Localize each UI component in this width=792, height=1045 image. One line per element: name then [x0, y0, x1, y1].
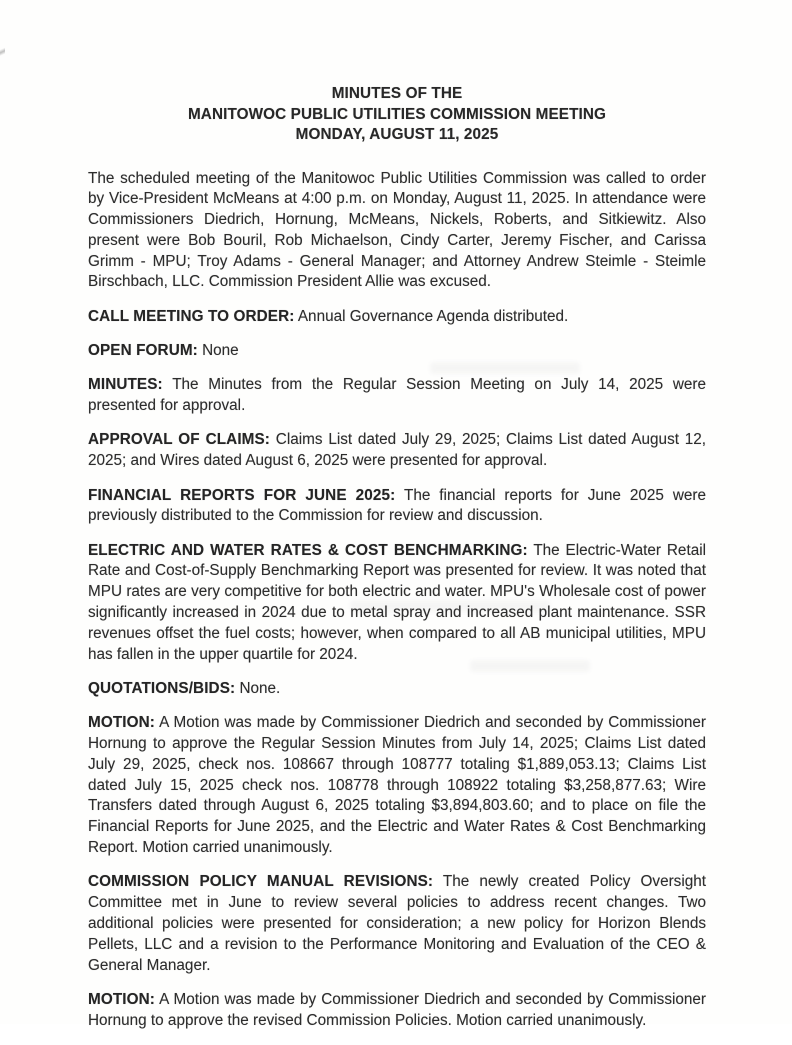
- section-text: None: [202, 342, 239, 360]
- intro-text: The scheduled meeting of the Manitowoc Public Utilities Commission was called to order by Vice-President McMeans at 4:00 p.m. on Monday, August 11, 2025. In attendance were Commissioners Diedrich, Hornung, McMeans, Nickels, Roberts, and Sitkiewitz. Also present were Bob Bouril, Rob Michaelson, Cindy Carter, Jeremy Fischer, and Carissa Grimm - MPU; Troy Adams - General Manager; and Attorney Andrew Steimle - Steimle Birschbach, LLC. Commission President Allie was excused.: [88, 169, 706, 291]
- paragraph-intro: [88, 169, 706, 294]
- section-minutes: [88, 375, 706, 417]
- section-label: MINUTES:: [88, 376, 163, 394]
- section-text: A Motion was made by Commissioner Diedrich and seconded by Commissioner Hornung to approve the Regular Session Minutes from July 14, 2025; Claims List dated July 29, 2025, check nos. 108667 through 108777 totaling $1,889,053.13; Claims List dated July 15, 2025 check nos. 108778 through 108922 totaling $3,258,877.63; Wire Transfers dated through August 6, 2025 totaling $3,894,803.60; and to place on file the Financial Reports for June 2025, and the Electric and Water Rates & Cost Benchmarking Report. Motion carried unanimously.: [88, 714, 706, 857]
- section-text: The Minutes from the Regular Session Meeting on July 14, 2025 were presented for approval.: [88, 376, 706, 415]
- section-motion-claims: [88, 713, 706, 859]
- title-line-3: MONDAY, AUGUST 11, 2025: [295, 126, 499, 143]
- section-label: MOTION:: [88, 990, 155, 1008]
- section-approval-of-claims: [88, 430, 706, 472]
- section-text: A Motion was made by Commissioner Diedrich and seconded by Commissioner Hornung to approve the revised Commission Policies. Motion carried unanimously.: [88, 990, 706, 1029]
- section-text: None.: [239, 679, 281, 697]
- section-label: OPEN FORUM:: [88, 342, 198, 360]
- section-call-meeting-to-order: [88, 307, 706, 328]
- section-text: The newly created Policy Oversight Committee met in June to review several policies to address recent changes. Two additional policies were presented for consideration; a new policy for Horizon Blends Pellets, LLC and a revision to the Performance Monitoring and Evaluation of the CEO & General Manager.: [88, 873, 706, 974]
- section-label: COMMISSION POLICY MANUAL REVISIONS:: [88, 873, 434, 891]
- section-text: Claims List dated July 29, 2025; Claims List dated August 12, 2025; and Wires dated August 6, 2025 were presented for approval.: [88, 431, 707, 470]
- section-financial-reports: [88, 486, 706, 528]
- section-label: QUOTATIONS/BIDS:: [88, 679, 236, 697]
- section-label: ELECTRIC AND WATER RATES & COST BENCHMARKING:: [88, 541, 528, 559]
- section-motion-policies: [88, 990, 706, 1032]
- section-label: APPROVAL OF CLAIMS:: [88, 431, 271, 449]
- title-line-1: MINUTES OF THE: [331, 85, 463, 102]
- section-text: The financial reports for June 2025 were previously distributed to the Commission for review and discussion.: [88, 486, 706, 525]
- section-electric-water-rates-benchmarking: [88, 541, 706, 666]
- scan-scratch-artifact: [0, 40, 5, 64]
- title-line-2: MANITOWOC PUBLIC UTILITIES COMMISSION MEETING: [187, 105, 607, 123]
- section-label: FINANCIAL REPORTS FOR JUNE 2025:: [88, 486, 396, 504]
- section-open-forum: [88, 341, 706, 362]
- section-label: MOTION:: [88, 714, 155, 732]
- section-label: CALL MEETING TO ORDER:: [88, 307, 295, 325]
- section-quotations-bids: [88, 679, 706, 700]
- section-commission-policy-manual-revisions: [88, 872, 706, 976]
- document-title: [88, 84, 706, 146]
- section-text: The Electric-Water Retail Rate and Cost-of-Supply Benchmarking Report was presented for review. It was noted that MPU rates are very competitive for both electric and water. MPU's Wholesale cost of power significantly increased in 2024 due to metal spray and increased plant maintenance. SSR revenues offset the fuel costs; however, when compared to all AB municipal utilities, MPU has fallen in the upper quartile for 2024.: [88, 541, 706, 663]
- document-body: [88, 84, 706, 1045]
- section-text: Annual Governance Agenda distributed.: [297, 307, 569, 325]
